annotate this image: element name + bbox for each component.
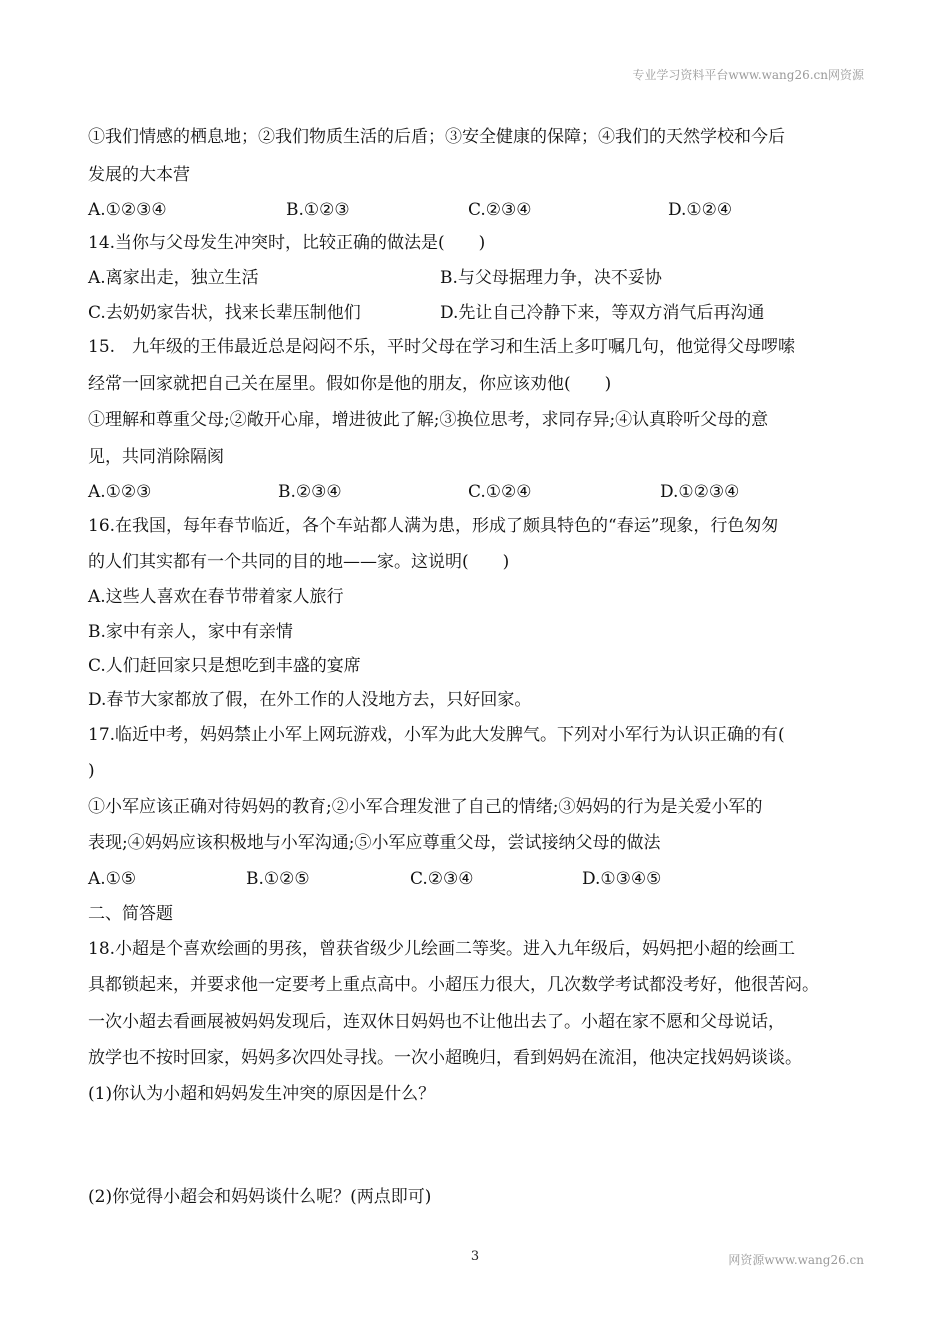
q16-option-c: C.人们赶回家只是想吃到丰盛的宴席 xyxy=(88,656,361,676)
q13-line-1: ①我们情感的栖息地；②我们物质生活的后盾；③安全健康的保障；④我们的天然学校和今后 xyxy=(88,127,785,147)
page-number: 3 xyxy=(470,1249,480,1264)
section-title-short-answer: 二、简答题 xyxy=(88,904,173,924)
q18-line-2: 具都锁起来，并要求他一定要考上重点高中。小超压力很大，几次数学考试都没考好，他很苦闷。 xyxy=(88,975,819,995)
q15-option-c: C.①②④ xyxy=(468,482,532,502)
q18-line-4: 放学也不按时回家，妈妈多次四处寻找。一次小超晚归，看到妈妈在流泪，他决定找妈妈谈谈。 xyxy=(88,1048,802,1068)
footer-watermark: 网资源www.wang26.cn xyxy=(728,1253,864,1267)
q17-line-1: 17.临近中考，妈妈禁止小军上网玩游戏，小军为此大发脾气。下列对小军行为认识正确的有( xyxy=(88,725,785,745)
q14-option-a: A.离家出走，独立生活 xyxy=(88,268,259,288)
q15-line-2: 经常一回家就把自己关在屋里。假如你是他的朋友，你应该劝他( ) xyxy=(88,374,612,394)
q13-line-2: 发展的大本营 xyxy=(88,165,190,185)
q16-line-2: 的人们其实都有一个共同的目的地——家。这说明( ) xyxy=(88,552,510,572)
q17-option-c: C.②③④ xyxy=(410,869,474,889)
q17-line-2: ) xyxy=(88,761,95,781)
q13-option-c: C.②③④ xyxy=(468,200,532,220)
q17-option-b: B.①②⑤ xyxy=(246,869,310,889)
q13-option-b: B.①②③ xyxy=(286,200,350,220)
q18-subquestion-1: (1)你认为小超和妈妈发生冲突的原因是什么？ xyxy=(88,1084,436,1104)
q17-line-4: 表现;④妈妈应该积极地与小军沟通;⑤小军应尊重父母，尝试接纳父母的做法 xyxy=(88,833,661,853)
q15-option-b: B.②③④ xyxy=(278,482,342,502)
q14-stem: 14.当你与父母发生冲突时，比较正确的做法是( ) xyxy=(88,233,486,253)
q16-option-b: B.家中有亲人，家中有亲情 xyxy=(88,622,293,642)
q14-option-b: B.与父母据理力争，决不妥协 xyxy=(440,268,662,288)
header-watermark: 专业学习资料平台www.wang26.cn网资源 xyxy=(632,68,864,82)
q13-option-d: D.①②④ xyxy=(668,200,733,220)
q17-option-a: A.①⑤ xyxy=(88,869,137,889)
q15-option-d: D.①②③④ xyxy=(660,482,740,502)
q15-line-4: 见，共同消除隔阂 xyxy=(88,447,224,467)
q15-line-3: ①理解和尊重父母;②敞开心扉，增进彼此了解;③换位思考，求同存异;④认真聆听父母的意 xyxy=(88,410,769,430)
q14-option-c: C.去奶奶家告状，找来长辈压制他们 xyxy=(88,303,361,323)
q18-line-1: 18.小超是个喜欢绘画的男孩，曾获省级少儿绘画二等奖。进入九年级后，妈妈把小超的绘画工 xyxy=(88,939,796,959)
q15-option-a: A.①②③ xyxy=(88,482,152,502)
q18-subquestion-2: (2)你觉得小超会和妈妈谈什么呢？(两点即可) xyxy=(88,1187,432,1207)
q14-option-d: D.先让自己冷静下来，等双方消气后再沟通 xyxy=(440,303,765,323)
q17-line-3: ①小军应该正确对待妈妈的教育;②小军合理发泄了自己的情绪;③妈妈的行为是关爱小军的 xyxy=(88,797,763,817)
q15-line-1: 15. 九年级的王伟最近总是闷闷不乐，平时父母在学习和生活上多叮嘱几句，他觉得父母啰嗦 xyxy=(88,337,796,357)
q16-line-1: 16.在我国，每年春节临近，各个车站都人满为患，形成了颇具特色的“春运”现象，行色匆匆 xyxy=(88,516,779,536)
q17-option-d: D.①③④⑤ xyxy=(582,869,662,889)
q18-line-3: 一次小超去看画展被妈妈发现后，连双休日妈妈也不让他出去了。小超在家不愿和父母说话， xyxy=(88,1012,785,1032)
q13-option-a: A.①②③④ xyxy=(88,200,167,220)
q16-option-d: D.春节大家都放了假，在外工作的人没地方去，只好回家。 xyxy=(88,690,532,710)
q16-option-a: A.这些人喜欢在春节带着家人旅行 xyxy=(88,587,344,607)
